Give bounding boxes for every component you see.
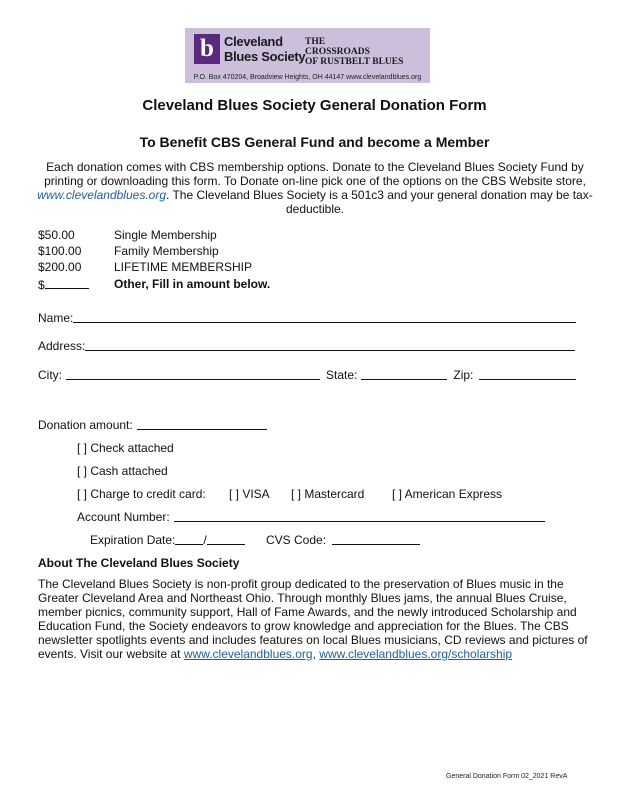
donation-amount-field[interactable] — [137, 418, 267, 430]
state-field[interactable] — [361, 368, 447, 380]
form-subtitle: To Benefit CBS General Fund and become a Member — [139, 134, 490, 150]
about-heading: About The Cleveland Blues Society — [38, 556, 240, 570]
option-label-single: Single Membership — [114, 228, 217, 242]
zip-label: Zip: — [453, 368, 474, 382]
cvs-field[interactable] — [332, 533, 420, 545]
account-number-label: Account Number: — [77, 510, 170, 524]
logo-tagline-2: CROSSROADS — [305, 47, 370, 57]
option-amount-family: $100.00 — [38, 244, 82, 258]
expiration-label: Expiration Date: — [90, 533, 176, 547]
option-amount-other: $ — [38, 278, 45, 292]
name-label: Name: — [38, 311, 74, 325]
intro-text-a: Each donation comes with CBS membership options. Donate to the Cleveland Blues Society Fund by printing or downloading this form. To Donate on-line pick one of the options on the CBS Website store, — [44, 160, 586, 188]
visa-option[interactable]: [ ] VISA — [229, 487, 270, 501]
option-label-family: Family Membership — [114, 244, 219, 258]
logo-address: P.O. Box 470204, Broadview Heights, OH 44147 www.clevelandblues.org — [193, 74, 422, 81]
footer-revision: General Donation Form 02_2021 RevA — [446, 773, 568, 780]
about-link-separator: , — [312, 647, 320, 661]
charge-credit-card-option[interactable]: [ ] Charge to credit card: — [77, 487, 206, 501]
cvs-label: CVS Code: — [266, 533, 327, 547]
city-field[interactable] — [66, 368, 320, 380]
state-label: State: — [326, 368, 358, 382]
donation-amount-label: Donation amount: — [38, 418, 133, 432]
check-attached-option[interactable]: [ ] Check attached — [77, 441, 174, 455]
option-label-other: Other, Fill in amount below. — [114, 277, 271, 291]
name-row — [38, 311, 576, 325]
cbs-logo — [185, 28, 430, 83]
expiration-year-field[interactable] — [207, 533, 245, 545]
about-paragraph — [38, 577, 598, 661]
address-row — [38, 339, 575, 353]
account-number-row — [77, 510, 545, 524]
logo-tagline-3: OF RUSTBELT BLUES — [305, 57, 404, 67]
intro-paragraph — [34, 160, 596, 216]
intro-text-b: . The Cleveland Blues Society is a 501c3 and your general donation may be tax-deductible. — [166, 188, 593, 216]
address-label: Address: — [38, 339, 86, 353]
city-label: City: — [38, 368, 62, 382]
option-label-lifetime: LIFETIME MEMBERSHIP — [114, 260, 253, 274]
name-field[interactable] — [73, 311, 576, 323]
logo-tagline-1: THE — [305, 37, 326, 47]
about-scholarship-link[interactable]: www.clevelandblues.org/scholarship — [319, 647, 513, 661]
about-website-link[interactable]: www.clevelandblues.org — [183, 647, 313, 661]
expiration-separator: / — [203, 533, 207, 547]
city-state-zip-row — [38, 368, 576, 382]
option-other-amount — [38, 277, 89, 292]
mastercard-option[interactable]: [ ] Mastercard — [291, 487, 365, 501]
donation-amount-row — [38, 418, 267, 432]
cvs-row — [266, 533, 420, 547]
account-number-field[interactable] — [174, 510, 545, 522]
zip-field[interactable] — [479, 368, 576, 380]
expiration-row — [90, 533, 245, 547]
logo-name-line2: Blues Society — [224, 49, 306, 64]
expiration-month-field[interactable] — [175, 533, 203, 545]
option-amount-single: $50.00 — [38, 228, 75, 242]
form-title: Cleveland Blues Society General Donation Form — [142, 97, 487, 114]
logo-name-line1: Cleveland — [224, 34, 283, 49]
other-amount-blank[interactable] — [45, 277, 89, 289]
option-amount-lifetime: $200.00 — [38, 260, 82, 274]
cash-attached-option[interactable]: [ ] Cash attached — [77, 464, 168, 478]
amex-option[interactable]: [ ] American Express — [392, 487, 503, 501]
intro-website-link[interactable]: www.clevelandblues.org — [37, 188, 167, 202]
logo-b-letter: b — [200, 35, 214, 62]
address-field[interactable] — [85, 339, 575, 351]
logo-b-mark — [194, 34, 220, 64]
about-body-text: The Cleveland Blues Society is non-profit group dedicated to the preservation of Blues music in the Greater Cleveland Area and Northeast Ohio. Through monthly Blues jams, the annual Blues Cruise, member picnics, community support, Hall of Fame Awards, and the newly introduced Scholarship and Education Fund, the Society endeavors to grow knowledge and appreciation for the Blues. The CBS newsletter spotlights events and includes features on local Blues musicians, CD reviews and pictures of events. Visit our website at — [38, 577, 588, 661]
